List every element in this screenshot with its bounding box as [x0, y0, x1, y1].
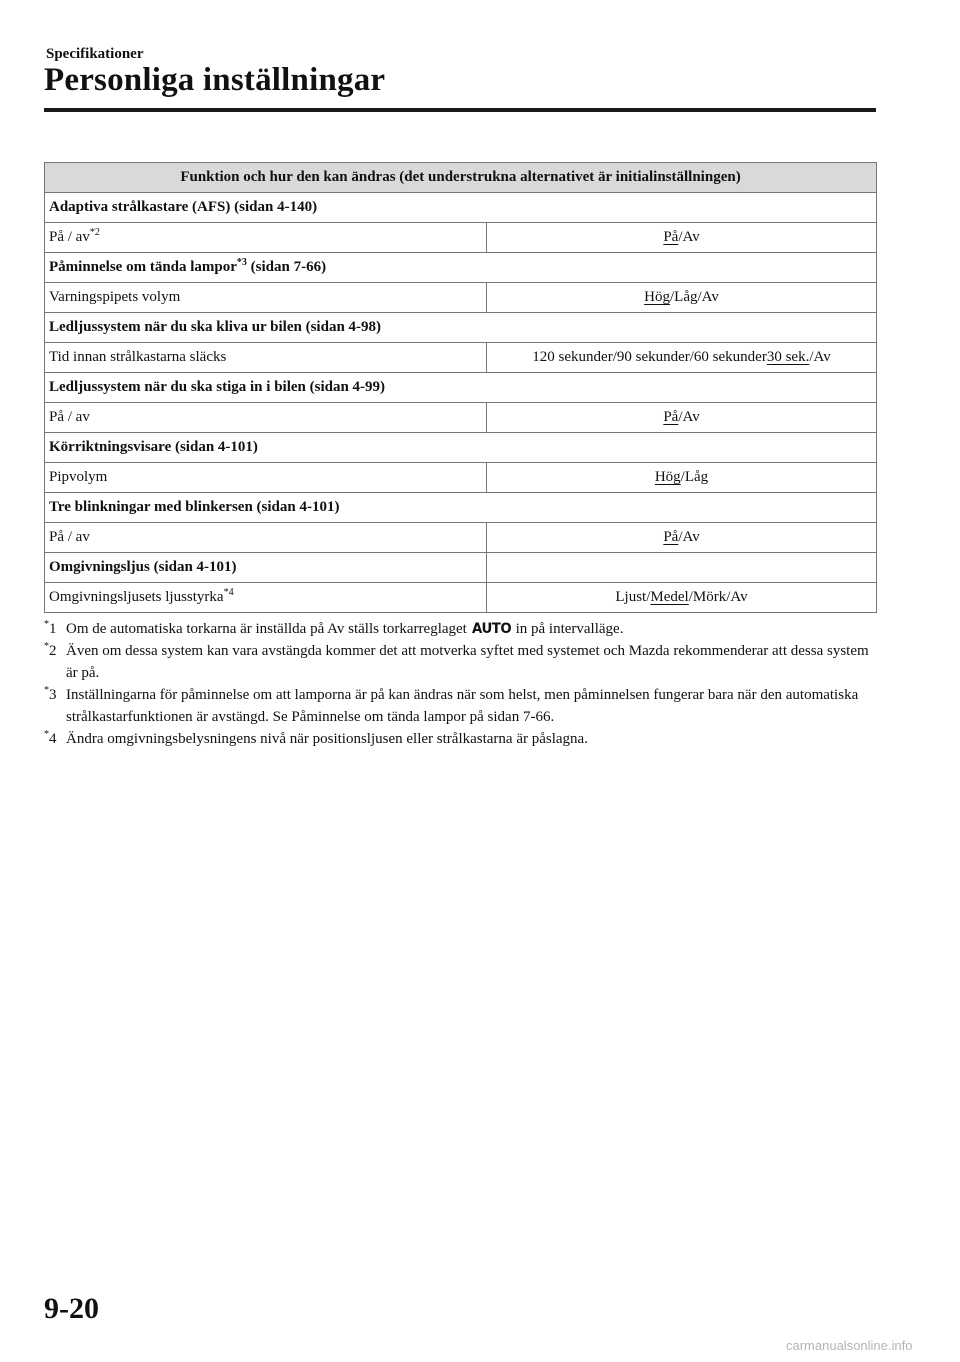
- page-number: 9-20: [44, 1292, 99, 1325]
- group-title: Ledljussystem när du ska stiga in i bilen (sidan 4-99): [45, 373, 877, 403]
- default-option: Hög: [644, 288, 670, 305]
- function-cell: Pipvolym: [45, 463, 487, 493]
- table-group-row: [45, 493, 877, 523]
- default-option: 30 sek.: [766, 348, 810, 365]
- footnote: [44, 640, 880, 684]
- table-row: [45, 283, 877, 313]
- default-option: På: [663, 528, 679, 545]
- group-title: Adaptiva strålkastare (AFS) (sidan 4-140): [45, 193, 877, 223]
- table-group-row: [45, 193, 877, 223]
- options-cell: [487, 403, 877, 433]
- footnote-text: Även om dessa system kan vara avstängda kommer det att motverka syftet med systemet och Mazda rekommenderar att dessa system är på.: [66, 643, 869, 681]
- watermark: carmanualsonline.info: [786, 1338, 913, 1353]
- footnote-marker: [44, 728, 66, 750]
- group-title: Körriktningsvisare (sidan 4-101): [45, 433, 877, 463]
- table-heading: Funktion och hur den kan ändras (det understrukna alternativet är initialinställningen): [45, 163, 877, 193]
- default-option: På: [663, 408, 679, 425]
- footnote-ref: *3: [236, 256, 247, 268]
- footnote-number: 1: [49, 621, 57, 637]
- function-cell: På / av: [45, 403, 487, 433]
- group-title: Tre blinkningar med blinkersen (sidan 4-101): [45, 493, 877, 523]
- table-row: [45, 343, 877, 373]
- footnote-ref: *4: [223, 586, 234, 598]
- other-options: /Låg: [680, 468, 709, 485]
- table-row: [45, 223, 877, 253]
- group-title: Omgivningsljus (sidan 4-101): [45, 553, 487, 583]
- settings-table: [44, 162, 877, 613]
- footnote-text-part: Om de automatiska torkarna är inställda på Av ställs torkarreglaget: [66, 621, 471, 637]
- section-label: Specifikationer: [46, 46, 144, 62]
- options-cell: [487, 283, 877, 313]
- footnote-asterisk: *: [44, 641, 49, 652]
- other-options: /Av: [678, 408, 700, 425]
- page-title: Personliga inställningar: [44, 62, 386, 98]
- other-options: Ljust/: [615, 588, 651, 605]
- footnote-asterisk: *: [44, 685, 49, 696]
- table-group-row: [45, 253, 877, 283]
- footnote-text: Ändra omgivningsbelysningens nivå när positionsljusen eller strålkastarna är påslagna.: [66, 731, 588, 747]
- other-options: /Av: [678, 528, 700, 545]
- table-header-row: [45, 163, 877, 193]
- footnote-asterisk: *: [44, 729, 49, 740]
- other-options: 120 sekunder/90 sekunder/60 sekunder: [532, 348, 767, 365]
- group-title: [45, 253, 877, 283]
- default-option: Hög: [654, 468, 681, 485]
- other-options: /Av: [678, 228, 700, 245]
- other-options: /Av: [809, 348, 831, 365]
- footnote-number: 3: [49, 687, 57, 703]
- table-group-row: [45, 373, 877, 403]
- group-title-page: (sidan 7-66): [246, 258, 327, 275]
- footnote-text: [66, 618, 880, 640]
- footnote: [44, 728, 880, 750]
- footnote-asterisk: *: [44, 619, 49, 630]
- table-group-row: [45, 553, 877, 583]
- options-cell: [487, 343, 877, 373]
- default-option: På: [663, 228, 679, 245]
- table-row: [45, 463, 877, 493]
- group-title-text: Påminnelse om tända lampor: [49, 258, 237, 275]
- table-group-row: [45, 433, 877, 463]
- footnote-marker: [44, 684, 66, 728]
- options-cell: [487, 463, 877, 493]
- footnote-text: Inställningarna för påminnelse om att lamporna är på kan ändras när som helst, men påminnelsen fungerar bara när den automatiska strålkastarfunktionen är avstängd. Se Påminnelse om tända lampor på sidan 7-66.: [66, 687, 859, 725]
- options-cell: [487, 523, 877, 553]
- table-row: [45, 403, 877, 433]
- other-options: /Låg/Av: [669, 288, 719, 305]
- table-row: [45, 583, 877, 613]
- function-cell: [45, 223, 487, 253]
- options-cell: [487, 583, 877, 613]
- title-divider: [44, 108, 876, 112]
- footnote-ref: *2: [89, 226, 100, 238]
- function-label: På / av: [49, 228, 90, 245]
- footnote: [44, 618, 880, 640]
- footnote: [44, 684, 880, 728]
- function-cell: På / av: [45, 523, 487, 553]
- function-cell: Tid innan strålkastarna släcks: [45, 343, 487, 373]
- footnotes: [44, 618, 880, 750]
- function-label: Omgivningsljusets ljusstyrka: [49, 588, 224, 605]
- other-options: /Mörk/Av: [688, 588, 748, 605]
- footnote-marker: [44, 618, 66, 640]
- footnote-number: 2: [49, 643, 57, 659]
- default-option: Medel: [650, 588, 689, 605]
- empty-cell: [487, 553, 877, 583]
- table-row: [45, 523, 877, 553]
- auto-icon: AUTO: [471, 621, 511, 637]
- footnote-number: 4: [49, 731, 57, 747]
- table-group-row: [45, 313, 877, 343]
- function-cell: Varningspipets volym: [45, 283, 487, 313]
- footnote-marker: [44, 640, 66, 684]
- function-cell: [45, 583, 487, 613]
- footnote-text-part: in på intervalläge.: [511, 621, 624, 637]
- group-title: Ledljussystem när du ska kliva ur bilen (sidan 4-98): [45, 313, 877, 343]
- options-cell: [487, 223, 877, 253]
